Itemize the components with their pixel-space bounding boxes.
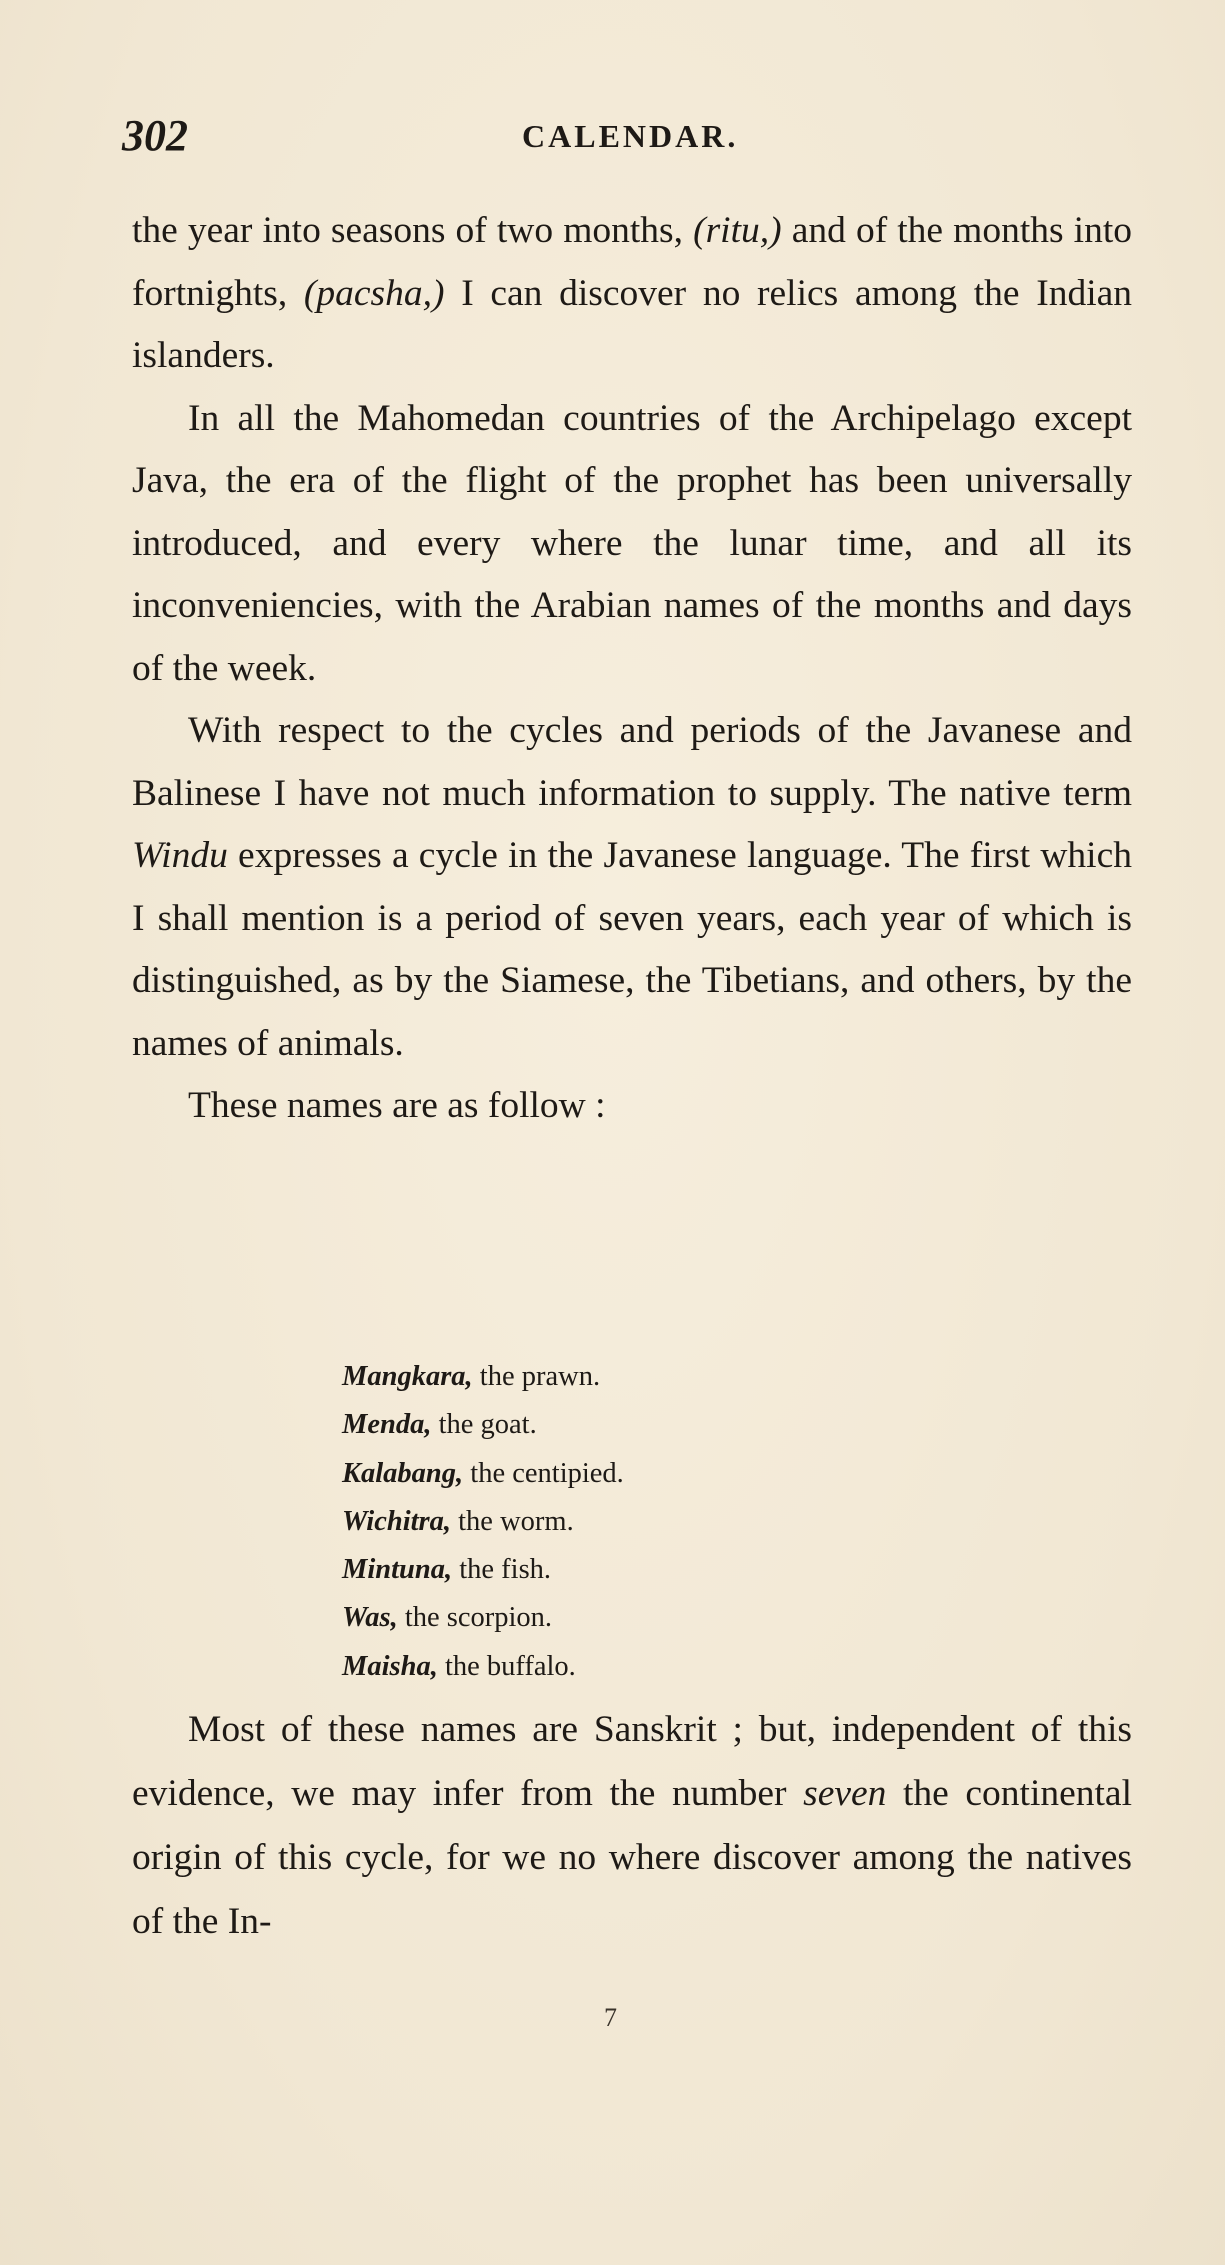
page-header [122, 110, 1122, 170]
list-term: Wichitra, [342, 1505, 452, 1537]
list-item [342, 1401, 1042, 1449]
page-number: 302 [122, 111, 188, 160]
list-term: Was, [342, 1602, 398, 1634]
list-meaning: the worm. [451, 1505, 574, 1537]
list-item [342, 1546, 1042, 1594]
paragraph-5-text-b: the continental origin of this cycle, for we no where discover among the natives of the In- [132, 1773, 1132, 1942]
list-item [342, 1450, 1042, 1498]
list-term: Maisha, [342, 1650, 438, 1682]
list-item [342, 1594, 1042, 1642]
paragraph-3-text-a: With respect to the cycles and periods of the Javanese and Balinese I have not much information to supply. The native term [132, 710, 1132, 814]
list-meaning: the prawn. [472, 1361, 601, 1392]
paragraph-1-text-a: the year into seasons of two months, [132, 210, 694, 251]
list-meaning: the centipied. [463, 1457, 624, 1489]
list-term: Mintuna, [342, 1554, 453, 1586]
list-meaning: the fish. [452, 1554, 552, 1586]
list-meaning: the goat. [431, 1409, 537, 1441]
list-item [342, 1643, 1042, 1691]
list-item [342, 1498, 1042, 1546]
list-meaning: the scorpion. [397, 1602, 553, 1634]
term-seven: seven [803, 1773, 887, 1814]
paragraph-3-text-b: expresses a cycle in the Javanese language. The first which I shall mention is a period of seven years, each year of which is distinguished, as by the Siamese, the Tibetians, and others, by the names of animals. [132, 835, 1132, 1064]
list-term: Kalabang, [342, 1457, 464, 1489]
list-term: Menda, [342, 1409, 432, 1441]
list-term: Mangkara, [342, 1361, 473, 1392]
paragraph-5 [132, 1698, 1132, 1954]
paragraph-2: In all the Mahomedan countries of the Archipelago except Java, the era of the flight of the prophet has been universally introduced, and every where the lunar time, and all its inconveniencies, with the Arabian names of the months and days of the week. [132, 397, 1132, 689]
paragraph-5-text-a: Most of these names are Sanskrit ; but, independent of this evidence, we may infer from the number [132, 1709, 1132, 1814]
paragraph-1-text-b: and of the months into fortnights, [132, 210, 1132, 314]
body-text-continued [132, 1698, 1132, 1954]
term-ritu: (ritu,) [693, 210, 782, 251]
list-item [342, 1353, 1042, 1401]
term-windu: Windu [132, 835, 228, 876]
running-head: CALENDAR. [522, 118, 739, 154]
paragraph-1-text-c: I can discover no relics among the Indian islanders. [132, 272, 1133, 376]
paragraph-3 [132, 700, 1132, 1075]
signature-mark: 7 [604, 2003, 617, 2032]
paragraph-1 [132, 200, 1132, 388]
body-text [132, 200, 1132, 1138]
paragraph-4: These names are as follow : [188, 1085, 606, 1126]
term-pacsha: (pacsha,) [303, 272, 445, 314]
list-meaning: the buffalo. [437, 1650, 576, 1682]
animal-list [342, 1353, 1042, 1691]
